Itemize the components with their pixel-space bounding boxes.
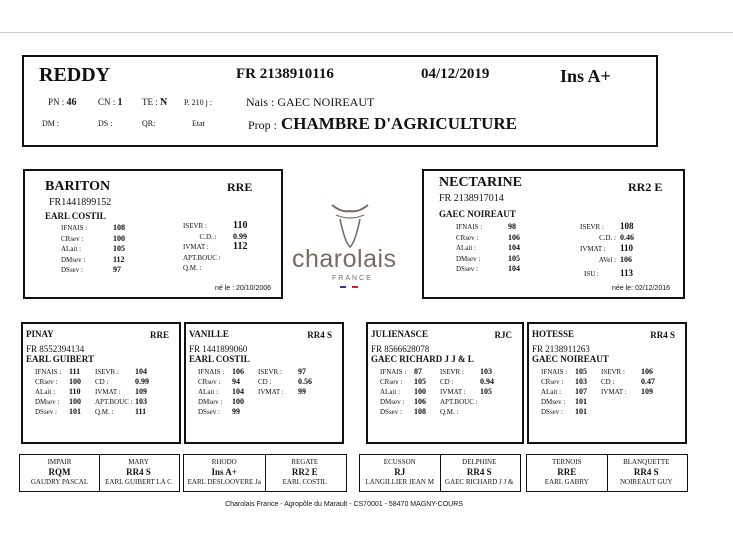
great-grandparent-cell (607, 455, 687, 491)
great-grandparent-rating: RR2 E (291, 467, 318, 477)
great-grandparent-owner: LANGILLIER JEAN M (365, 478, 434, 486)
great-grandparent-cell (440, 455, 520, 491)
grandparent-id: FR 8566628078 (371, 344, 430, 354)
cell-divider (607, 455, 608, 491)
sire-id: FR1441899152 (49, 197, 112, 208)
dam-box (422, 169, 685, 299)
great-grandparent-owner: EARL GUIBERT LA C (105, 478, 172, 486)
great-grandparent-cell (99, 455, 178, 491)
cell-divider (265, 455, 266, 491)
great-grandparent-owner: NOIREAUT GUY (619, 478, 673, 486)
cell-divider (99, 455, 100, 491)
grandparent-indexes: IFNAIS : 87 ISEVR : 103 CRsev : 105 CD : 0.94 ALait : 100 IVMAT : 105 DMsev : 106 APT.BOUC : DSsev : 108 Q.M. : (380, 367, 494, 416)
great-grandparent-pair-box (526, 454, 688, 492)
grandparent-rating: RR4 S (307, 330, 332, 340)
great-grandparent-pair-box (183, 454, 347, 492)
sire-owner: EARL COSTIL (45, 211, 106, 221)
grandparent-id: FR 1441899060 (189, 344, 248, 354)
grandparent-rating: RJC (494, 330, 512, 340)
top-rule (0, 32, 733, 33)
animal-header-box (22, 55, 658, 147)
grandparent-owner: EARL COSTIL (189, 354, 250, 364)
logo-country: FRANCE (332, 275, 373, 282)
animal-name: REDDY (39, 64, 111, 86)
dam-right-labels: ISEVR : 108 C.D. : 0.46 IVMAT : 110 AVel : 106 ISU : 113 (580, 221, 634, 278)
great-grandparent-owner: GAEC RICHARD J J & (445, 478, 514, 486)
dam-rating: RR2 E (628, 180, 663, 194)
grandparent-rating: RR4 S (650, 330, 675, 340)
great-grandparent-rating: RR4 S (466, 467, 492, 477)
animal-rating: Ins A+ (560, 66, 611, 86)
great-grandparent-name: REGATE (291, 458, 319, 466)
grandparent-id: FR 8552394134 (26, 344, 85, 354)
great-grandparent-cell (265, 455, 346, 491)
great-grandparent-pair-box (359, 454, 521, 492)
great-grandparent-rating: RR4 S (126, 467, 151, 477)
great-grandparent-name: IMPAIR (47, 458, 72, 466)
grandparent-box (184, 322, 344, 444)
prop-field: Prop : CHAMBRE D'AGRICULTURE (248, 114, 517, 133)
grandparent-name: VANILLE (189, 329, 229, 339)
great-grandparent-owner: GAUDRY PASCAL (30, 478, 89, 486)
great-grandparent-owner: EARL GABRY (544, 478, 589, 486)
sire-left-labels: IFNAIS : 108 CRsev : 100 ALait : 105 DMsev : 112 DSsev : 97 (61, 223, 125, 274)
grandparent-owner: EARL GUIBERT (26, 354, 94, 364)
sire-box (23, 169, 283, 299)
p210-field: P. 210 j : (184, 98, 213, 107)
dam-left-labels: IFNAIS : 98 CRsev : 106 ALait : 104 DMsev : 105 DSsev : 104 (456, 222, 520, 273)
great-grandparent-rating: Ins A+ (211, 467, 237, 477)
french-flag-icon (340, 286, 358, 288)
ds-field: DS : (98, 119, 113, 128)
grandparent-box (527, 322, 687, 444)
cn-field: CN : 1 (98, 97, 123, 108)
great-grandparent-rating: RR4 S (633, 467, 659, 477)
grandparent-id: FR 2138911263 (532, 344, 590, 354)
grandparent-box (21, 322, 181, 444)
great-grandparent-cell (184, 455, 265, 491)
grandparent-rating: RRE (149, 330, 169, 340)
dam-name: NECTARINE (439, 175, 522, 190)
qr-field: QR: (142, 119, 156, 128)
great-grandparent-owner: EARL DESLOOVERE Ja (187, 478, 261, 486)
great-grandparent-name: BLANQUETTE (623, 458, 670, 466)
etat-field: Etat (192, 119, 205, 128)
grandparent-name: PINAY (26, 329, 54, 339)
charolais-logo (290, 195, 410, 295)
te-field: TE : N (142, 97, 168, 108)
great-grandparent-pair-box (19, 454, 180, 492)
dam-owner: GAEC NOIREAUT (439, 209, 516, 219)
pn-field: PN : 46 (48, 97, 77, 108)
dm-field: DM : (42, 119, 60, 128)
dam-id: FR 2138917014 (439, 193, 504, 204)
great-grandparent-rating: RJ (394, 467, 406, 477)
grandparent-name: JULIENASCE (371, 329, 429, 339)
great-grandparent-name: DELPHINE (462, 458, 497, 466)
sire-birth-date: né le : 20/10/2006 (215, 285, 272, 292)
great-grandparent-cell (527, 455, 607, 491)
great-grandparent-name: TERNOIS (551, 458, 582, 466)
animal-id: FR 2138910116 (236, 66, 334, 82)
great-grandparent-cell (20, 455, 99, 491)
grandparent-indexes: IFNAIS : 106 ISEVR : 97 CRsev : 94 CD : 0.56 ALait : 104 IVMAT : 99 DMsev : 100 DSsev : 99 (198, 367, 312, 416)
sire-rating: RRE (227, 180, 253, 194)
grandparent-owner: GAEC NOIREAUT (532, 354, 609, 364)
grandparent-indexes: IFNAIS : 111 ISEVR : 104 CRsev : 100 CD : 0.99 ALait : 110 IVMAT : 109 DMsev : 100 APT.BOUC : 103 DSsev : 101 Q.M. : 111 (35, 367, 149, 416)
great-grandparent-rating: RQM (48, 467, 71, 477)
cell-divider (440, 455, 441, 491)
great-grandparent-name: MARY (128, 458, 149, 466)
great-grandparent-cell (360, 455, 440, 491)
logo-wordmark: charolais (292, 245, 397, 273)
grandparent-indexes: IFNAIS : 105 ISEVR : 106 CRsev : 103 CD : 0.47 ALait : 107 IVMAT : 109 DMsev : 101 DSsev : 101 (541, 367, 655, 416)
bull-head-icon (290, 195, 410, 250)
grandparent-owner: GAEC RICHARD J J & L (371, 354, 474, 364)
great-grandparent-name: ECUSSON (383, 458, 416, 466)
sire-right-labels: ISEVR : 110 C.D. : 0.99 IVMAT : 112 APT.BOUC : Q.M. : (183, 220, 248, 272)
nais-field: Nais : GAEC NOIREAUT (246, 95, 375, 109)
sire-name: BARITON (45, 179, 111, 194)
print-date: 04/12/2019 (421, 66, 490, 82)
great-grandparent-name: RHODO (211, 458, 237, 466)
grandparent-name: HOTESSE (532, 329, 575, 339)
footer-address: Charolais France - Agropôle du Marault - CS70001 - 58470 MAGNY-COURS (225, 501, 463, 508)
grandparent-box (366, 322, 524, 444)
great-grandparent-owner: EARL COSTIL (282, 478, 327, 486)
dam-birth-date: née le: 02/12/2016 (612, 285, 670, 292)
great-grandparent-rating: RRE (557, 467, 577, 477)
